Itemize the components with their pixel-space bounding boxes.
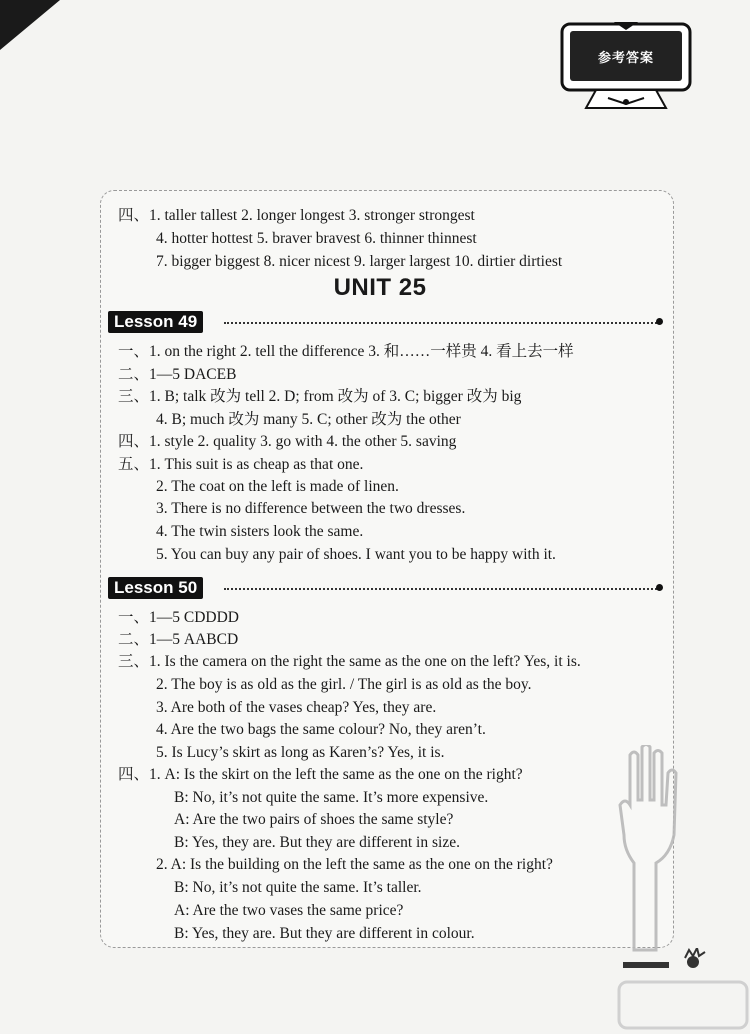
- l49-line-1: 一、1. on the right 2. tell the difference 3. 和……一样贵 4. 看上去一样: [118, 343, 574, 360]
- l49-line-5: 四、1. style 2. quality 3. go with 4. the other 5. saving: [118, 433, 457, 450]
- l50-line-6: 4. Are the two bags the same colour? No, they aren’t.: [156, 721, 486, 738]
- l49-line-7: 2. The coat on the left is made of linen.: [156, 478, 399, 495]
- l49-line-2: 二、1—5 DACEB: [118, 366, 237, 383]
- l50-line-10: A: Are the two pairs of shoes the same style?: [174, 811, 454, 828]
- l50-line-4: 2. The boy is as old as the girl. / The girl is as old as the boy.: [156, 676, 532, 693]
- l49-line-8: 3. There is no difference between the two dresses.: [156, 500, 466, 517]
- l49-line-4: 4. B; much 改为 many 5. C; other 改为 the other: [156, 411, 461, 428]
- lesson-50-header: [108, 577, 663, 599]
- l50-line-14: A: Are the two vases the same price?: [174, 902, 404, 919]
- dotted-rule: [224, 322, 657, 324]
- l50-line-3: 三、1. Is the camera on the right the same as the one on the left? Yes, it is.: [118, 653, 581, 670]
- lesson-49-header: [108, 311, 663, 333]
- l50-line-9: B: No, it’s not quite the same. It’s more expensive.: [174, 789, 489, 806]
- section4-row3: 7. bigger biggest 8. nicer nicest 9. larger largest 10. dirtier dirtiest: [156, 253, 563, 270]
- lesson-50-tag: Lesson 50: [108, 577, 203, 599]
- l50-line-7: 5. Is Lucy’s skirt as long as Karen’s? Yes, it is.: [156, 744, 445, 761]
- footer-decoration-icon: [615, 948, 750, 1034]
- section4-row2: 4. hotter hottest 5. braver bravest 6. thinner thinnest: [156, 230, 477, 247]
- l50-line-15: B: Yes, they are. But they are different in colour.: [174, 925, 475, 942]
- l49-line-3: 三、1. B; talk 改为 tell 2. D; from 改为 of 3. C; bigger 改为 big: [118, 388, 522, 405]
- dotted-rule: [224, 588, 657, 590]
- l50-line-11: B: Yes, they are. But they are different in size.: [174, 834, 460, 851]
- rule-end-dot: [656, 318, 663, 325]
- l50-line-8: 四、1. A: Is the skirt on the left the same as the one on the right?: [118, 766, 523, 783]
- l49-line-9: 4. The twin sisters look the same.: [156, 523, 364, 540]
- lesson-49-tag: Lesson 49: [108, 311, 203, 333]
- unit-title: UNIT 25: [333, 274, 427, 301]
- section4-row1: 四、1. taller tallest 2. longer longest 3. stronger strongest: [118, 207, 475, 224]
- l49-line-6: 五、1. This suit is as cheap as that one.: [118, 456, 364, 473]
- l50-line-12: 2. A: Is the building on the left the same as the one on the right?: [156, 856, 553, 873]
- l50-line-2: 二、1—5 AABCD: [118, 631, 239, 648]
- l50-line-5: 3. Are both of the vases cheap? Yes, they are.: [156, 699, 437, 716]
- rule-end-dot: [656, 584, 663, 591]
- l50-line-13: B: No, it’s not quite the same. It’s taller.: [174, 879, 422, 896]
- answer-key-label: 参考答案: [597, 50, 654, 66]
- l49-line-10: 5. You can buy any pair of shoes. I want you to be happy with it.: [156, 546, 556, 563]
- l50-line-1: 一、1—5 CDDDD: [118, 609, 239, 626]
